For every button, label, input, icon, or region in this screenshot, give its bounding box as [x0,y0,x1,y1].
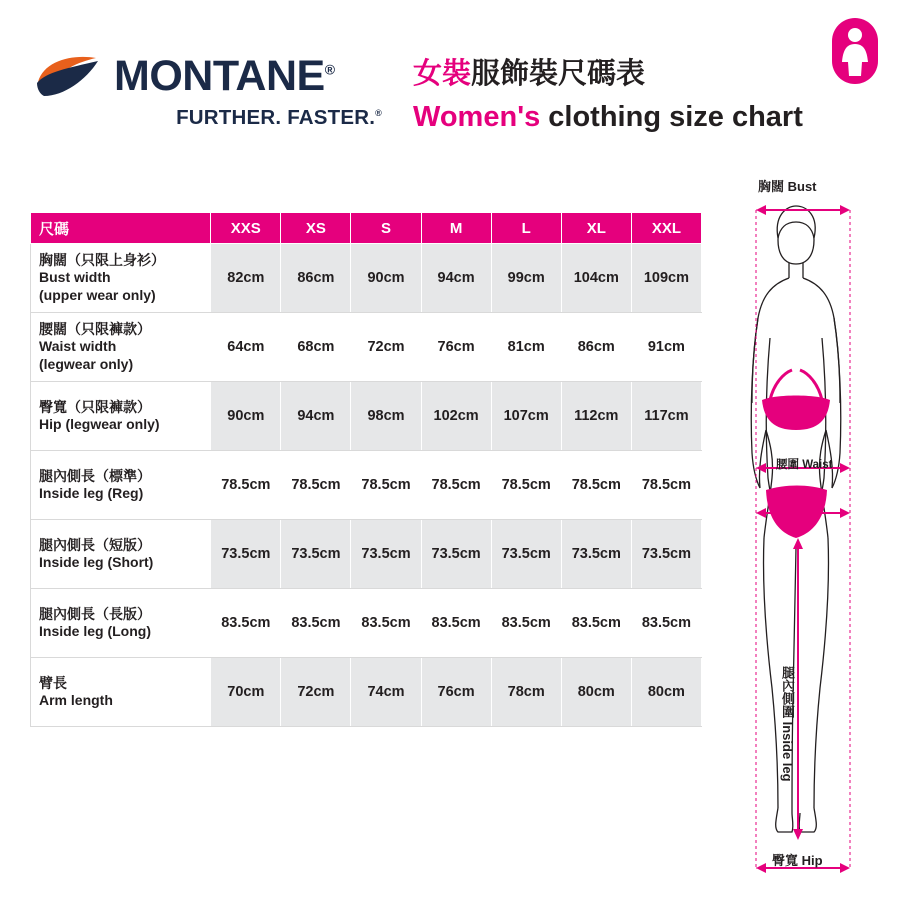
table-header-xxs: XXS [211,213,281,244]
table-cell: 78.5cm [211,451,281,520]
female-icon [832,18,878,84]
page-title [413,55,803,137]
table-cell: 78.5cm [561,451,631,520]
table-row [31,451,702,520]
label-bust: 胸闊 Bust [758,179,817,194]
table-cell: 86cm [281,244,351,313]
row-label-inside-leg-short [31,520,211,589]
row-label-inside-leg-reg [31,451,211,520]
table-cell: 83.5cm [211,589,281,658]
table-cell: 109cm [631,244,701,313]
table-cell: 90cm [351,244,421,313]
row-label-line: Inside leg (Reg) [39,485,144,501]
brand-wordmark [114,51,335,100]
montane-wave-logo-icon [34,52,106,100]
table-header-row [31,213,702,244]
table-cell: 72cm [281,658,351,727]
row-label-line: Waist width [39,338,117,355]
table-cell: 73.5cm [421,520,491,589]
row-label-line: 臀寬（只限褲款） [39,398,151,415]
page-title-zh-rest: 服飾裝尺碼表 [471,58,646,90]
table-header-xl: XL [561,213,631,244]
page-title-zh-highlight: 女裝 [413,58,472,90]
row-label-line: Hip (legwear only) [39,416,160,432]
table-cell: 78.5cm [631,451,701,520]
table-cell: 112cm [561,382,631,451]
table-cell: 94cm [421,244,491,313]
tagline-registered-mark: ® [375,108,382,119]
table-cell: 73.5cm [491,520,561,589]
table-cell: 73.5cm [561,520,631,589]
brand-name-text: MONTANE [114,51,325,100]
table-cell: 86cm [561,313,631,382]
size-chart-table [30,212,702,727]
table-cell: 73.5cm [631,520,701,589]
label-hip: 臀寬 Hip [772,853,823,868]
row-label-line: Bust width [39,269,111,286]
table-cell: 83.5cm [561,589,631,658]
row-label-line: 腿內側長（標準） [39,467,151,484]
table-cell: 83.5cm [281,589,351,658]
table-cell: 78.5cm [421,451,491,520]
table-header-size: 尺碼 [31,213,211,244]
table-cell: 117cm [631,382,701,451]
table-cell: 64cm [211,313,281,382]
table-header-xs: XS [281,213,351,244]
row-label-waist-width [31,313,211,382]
row-label-bust-width [31,244,211,313]
page-title-en [413,98,803,137]
table-header-l: L [491,213,561,244]
table-cell: 80cm [561,658,631,727]
row-label-line: (legwear only) [39,355,134,372]
table-cell: 76cm [421,658,491,727]
row-label-line: 胸闊（只限上身衫） [39,251,165,268]
table-cell: 73.5cm [281,520,351,589]
table-cell: 83.5cm [351,589,421,658]
table-row [31,313,702,382]
row-label-line: Inside leg (Short) [39,554,154,570]
row-label-hip [31,382,211,451]
table-cell: 104cm [561,244,631,313]
row-label-line: 腿內側長（短版） [39,536,151,553]
table-cell: 98cm [351,382,421,451]
row-label-line: 腿內側長（長版） [39,605,151,622]
table-header-s: S [351,213,421,244]
label-waist: 腰圍 Waist [776,459,833,471]
table-cell: 68cm [281,313,351,382]
table-row [31,382,702,451]
table-cell: 78.5cm [351,451,421,520]
table-cell: 72cm [351,313,421,382]
table-cell: 83.5cm [421,589,491,658]
table-cell: 82cm [211,244,281,313]
female-body-measurement-figure-icon [700,168,900,878]
row-label-line: 腰闊（只限褲款） [39,320,151,337]
measurement-diagram [700,168,900,878]
table-cell: 80cm [631,658,701,727]
table-cell: 102cm [421,382,491,451]
table-row [31,589,702,658]
table-cell: 107cm [491,382,561,451]
table-cell: 83.5cm [631,589,701,658]
row-label-arm-length [31,658,211,727]
table-cell: 91cm [631,313,701,382]
table-row [31,520,702,589]
row-label-line: Arm length [39,692,113,708]
table-cell: 81cm [491,313,561,382]
page-title-zh [413,55,803,94]
table-cell: 94cm [281,382,351,451]
table-header-m: M [421,213,491,244]
table-cell: 74cm [351,658,421,727]
row-label-line: Inside leg (Long) [39,623,151,639]
table-cell: 73.5cm [211,520,281,589]
row-label-line: 臂長 [39,674,67,691]
table-cell: 76cm [421,313,491,382]
table-row [31,244,702,313]
table-cell: 83.5cm [491,589,561,658]
table-cell: 99cm [491,244,561,313]
table-header-xxl: XXL [631,213,701,244]
table-cell: 78cm [491,658,561,727]
table-cell: 70cm [211,658,281,727]
table-row [31,658,702,727]
page-header [0,0,900,170]
row-label-inside-leg-long [31,589,211,658]
page-title-en-rest: clothing size chart [540,101,803,134]
row-label-line: (upper wear only) [39,286,156,303]
brand-logo [34,52,384,130]
brand-tagline-text: FURTHER. FASTER. [176,106,376,129]
table-cell: 90cm [211,382,281,451]
table-cell: 78.5cm [281,451,351,520]
table-cell: 78.5cm [491,451,561,520]
page-title-en-highlight: Women's [413,101,541,134]
registered-mark: ® [324,61,335,78]
table-cell: 73.5cm [351,520,421,589]
label-inside-leg: 腿內側圍 Inside leg [780,666,795,782]
brand-tagline [34,106,384,130]
